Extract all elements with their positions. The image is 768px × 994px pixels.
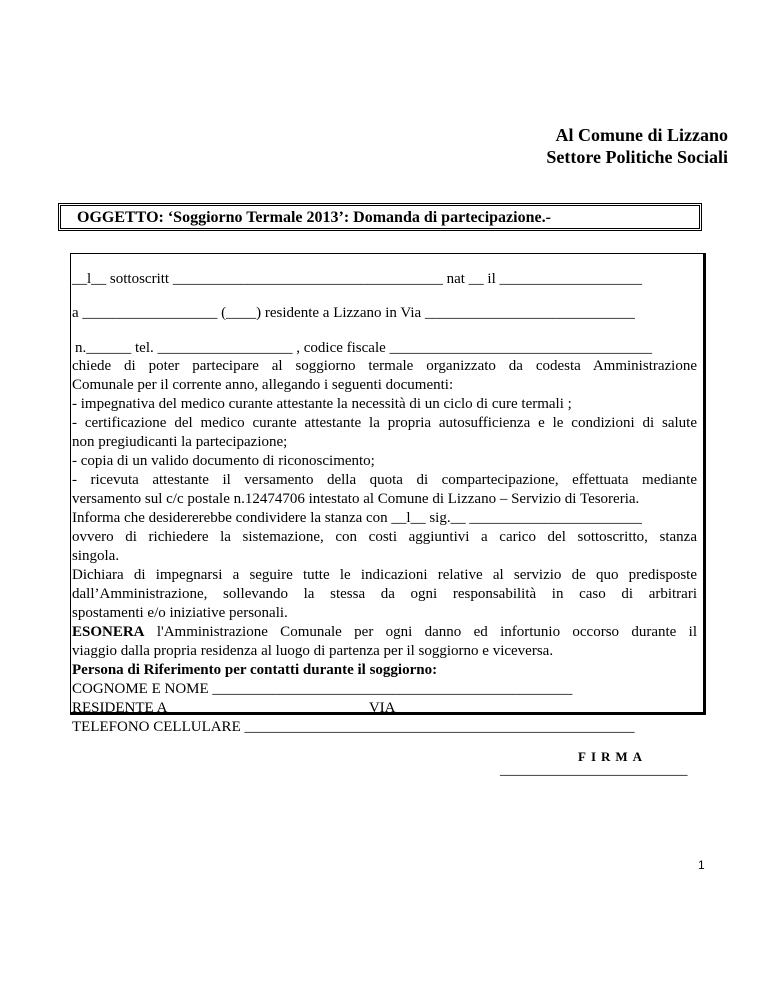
body-line: singola. [72,548,120,564]
field-line-name: __l__ sottoscritt ____________________________________ nat __ il ___________________ [72,271,642,287]
subject-box [58,203,702,231]
subject-text: OGGETTO: ‘Soggiorno Termale 2013’: Domanda di partecipazione.- [77,209,551,226]
body-line: - certificazione del medico curante attestante la propria autosufficienza e le condizioni di salute [72,415,697,431]
contact-phone-field: TELEFONO CELLULARE ____________________________________________________ [72,719,635,735]
body-line: - impegnativa del medico curante attestante la necessità di un ciclo di cure termali ; [72,396,572,412]
body-line: - ricevuta attestante il versamento della quota di compartecipazione, effettuata mediante [72,472,697,488]
body-line: versamento sul c/c postale n.12474706 intestato al Comune di Lizzano – Servizio di Tesoreria. [72,491,640,507]
page-number: 1 [698,858,705,872]
body-line: Informa che desidererebbe condividere la stanza con __l__ sig.__ _______________________ [72,510,642,526]
request-body [72,357,697,623]
body-line: spostamenti e/o iniziative personali. [72,605,288,621]
body-line: dall’Amministrazione, sollevando la stessa da ogni responsabilità in caso di arbitrari [72,586,697,602]
contact-heading: Persona di Riferimento per contatti durante il soggiorno: [72,662,438,678]
body-line: Comunale per il corrente anno, allegando i seguenti documenti: [72,377,454,393]
field-line-address: a __________________ (____) residente a Lizzano in Via ____________________________ [72,305,635,321]
field-line-tel-fiscal-code: n.______ tel. __________________ , codice fiscale ___________________________________ [75,340,653,356]
body-line: chiede di poter partecipare al soggiorno termale organizzato da codesta Amministrazione [72,358,697,374]
signature-line: _________________________ [500,762,688,778]
body-line: ovvero di richiedere la sistemazione, con costi aggiuntivi a carico del sottoscritto, stanza [72,529,697,545]
addressee-line-2: Settore Politiche Sociali [546,147,728,167]
body-line: Dichiara di impegnarsi a seguire tutte le indicazioni relative al servizio de quo predisposte [72,567,697,583]
contact-name-field: COGNOME E NOME ________________________________________________ [72,681,573,697]
esonera-block [72,623,697,737]
esonera-text: l'Amministrazione Comunale per ogni danno ed infortunio occorso durante il [144,624,697,640]
body-line: non pregiudicanti la partecipazione; [72,434,288,450]
addressee-block [546,124,728,168]
contact-residence-field: RESIDENTE A __________________________ VIA ________________________________ [72,700,639,716]
body-line: - copia di un valido documento di riconoscimento; [72,453,375,469]
esonera-keyword: ESONERA [72,624,145,640]
esonera-text-line-2: viaggio dalla propria residenza al luogo di partenza per il soggiorno e viceversa. [72,643,554,659]
addressee-line-1: Al Comune di Lizzano [555,125,728,145]
signature-label: FIRMA [578,749,648,764]
